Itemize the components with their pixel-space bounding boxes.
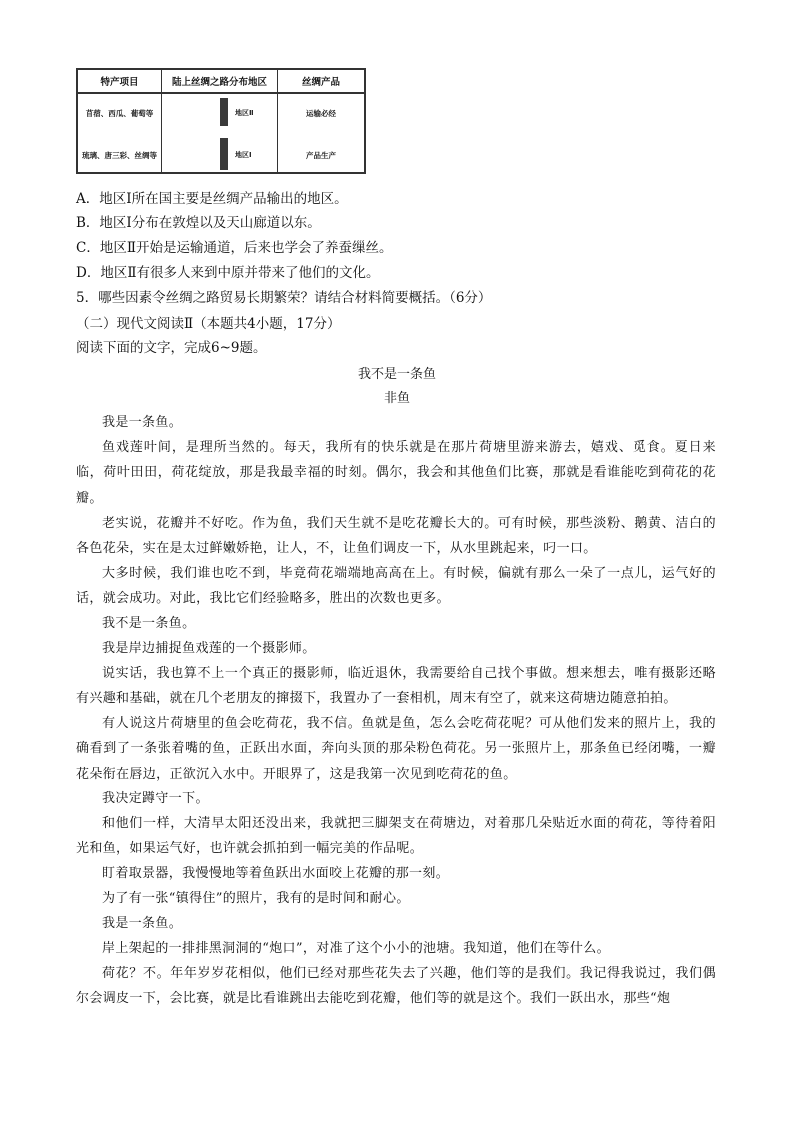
product-column: [278, 92, 364, 172]
region-bar-1: [220, 138, 228, 170]
table-body: [78, 92, 364, 172]
table-header: [78, 70, 364, 94]
paragraph-10: 和他们一样，大清早太阳还没出来，我就把三脚架支在荷塘边，对着那几朵贴近水面的荷花，等待着阳光和鱼，如果运气好，也许就会抓拍到一幅完美的作品呢。: [76, 816, 716, 857]
paragraph-5: 我不是一条鱼。: [102, 616, 196, 631]
paragraph-15: 荷花？不。年年岁岁花相似，他们已经对那些花失去了兴趣，他们等的是我们。我记得我说过，我们偶尔会调皮一下，会比赛，就是比看谁跳出去能吃到花瓣，他们等的就是这个。我们一跃出水，那些“炮: [76, 966, 716, 1007]
paragraph-3: 老实说，花瓣并不好吃。作为鱼，我们天生就不是吃花瓣长大的。可有时候，那些淡粉、鹅黄、洁白的各色花朵，实在是太过鲜嫩娇艳，让人，不，让鱼们调皮一下，从水里跳起来，叼一口。: [76, 516, 716, 557]
paragraph-11: 盯着取景器，我慢慢地等着鱼跃出水面咬上花瓣的那一刻。: [102, 866, 450, 881]
option-a: A．地区Ⅰ所在国主要是丝绸产品输出的地区。: [76, 191, 348, 207]
product-row-1: 运输必经: [306, 109, 336, 118]
header-region: 陆上丝绸之路分布地区: [162, 70, 278, 92]
paragraph-9: 我决定蹲守一下。: [102, 791, 209, 806]
paragraph-1: 我是一条鱼。: [102, 415, 183, 430]
region-column: [162, 92, 278, 172]
paragraph-2: 鱼戏莲叶间，是理所当然的。每天，我所有的快乐就是在那片荷塘里游来游去，嬉戏、觅食。夏日来临，荷叶田田，荷花绽放，那是我最幸福的时刻。偶尔，我会和其他鱼们比赛，那就是看谁能吃到荷花的花瓣。: [76, 440, 716, 506]
article-author: 非鱼: [383, 391, 410, 406]
paragraph-14: 岸上架起的一排排黑洞洞的“炮口”，对准了这个小小的池塘。我知道，他们在等什么。: [102, 941, 610, 956]
product-row-2: 产品生产: [306, 151, 336, 160]
paragraph-6: 我是岸边捕捉鱼戏莲的一个摄影师。: [102, 641, 316, 656]
paragraph-12: 为了有一张“镇得住”的照片，我有的是时间和耐心。: [102, 891, 410, 906]
header-product: 丝绸产品: [301, 77, 340, 88]
option-d: D．地区Ⅱ有很多人来到中原并带来了他们的文化。: [76, 265, 380, 281]
region-label-2: 地区Ⅱ: [235, 109, 254, 117]
specialty-column: [78, 92, 162, 172]
article-title: 我不是一条鱼: [357, 367, 436, 382]
region-bar-2: [220, 98, 228, 126]
paragraph-7: 说实话，我也算不上一个真正的摄影师，临近退休，我需要给自己找个事做。想来想去，唯有摄影还略有兴趣和基础，就在几个老朋友的撺掇下，我置办了一套相机，周末有空了，就来这荷塘边随意拍拍。: [76, 666, 716, 707]
section-heading: （二）现代文阅读Ⅱ（本题共4小题，17分）: [76, 316, 341, 332]
region-label-1: 地区Ⅰ: [235, 151, 252, 159]
specialty-row-2: 琉璃、唐三彩、丝绸等: [82, 151, 157, 160]
option-b: B．地区Ⅰ分布在敦煌以及天山廊道以东。: [76, 215, 321, 231]
reading-instruction: 阅读下面的文字，完成6~9题。: [76, 340, 267, 356]
question-5: 5．哪些因素令丝绸之路贸易长期繁荣？请结合材料简要概括。（6分）: [76, 290, 492, 306]
option-c: C．地区Ⅱ开始是运输通道，后来也学会了养蚕缫丝。: [76, 240, 393, 256]
header-specialty: 特产项目: [78, 70, 162, 92]
paragraph-13: 我是一条鱼。: [102, 916, 183, 931]
paragraph-8: 有人说这片荷塘里的鱼会吃荷花，我不信。鱼就是鱼，怎么会吃荷花呢？可从他们发来的照片上，我的确看到了一条张着嘴的鱼，正跃出水面，奔向头顶的那朵粉色荷花。另一张照片上，那条鱼已经闭嘴，一瓣花朵衔在唇边，正欲沉入水中。开眼界了，这是我第一次见到吃荷花的鱼。: [76, 716, 716, 782]
silk-road-table: [76, 68, 366, 174]
specialty-row-1: 苜蓿、西瓜、葡萄等: [85, 109, 154, 118]
paragraph-4: 大多时候，我们谁也吃不到，毕竟荷花端端地高高在上。有时候，偏就有那么一朵了一点儿，运气好的话，就会成功。对此，我比它们经验略多，胜出的次数也更多。: [76, 566, 716, 607]
